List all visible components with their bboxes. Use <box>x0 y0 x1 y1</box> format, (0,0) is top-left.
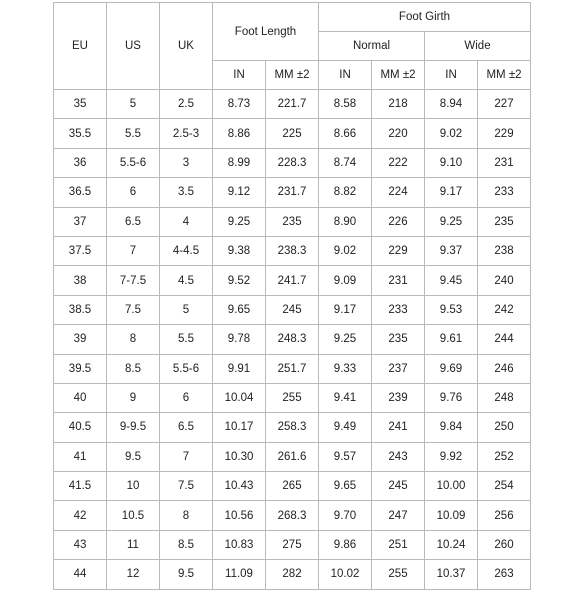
cell-normal-mm: 229 <box>372 236 425 265</box>
cell-normal-in: 8.74 <box>319 148 372 177</box>
header-foot-girth: Foot Girth <box>319 3 531 32</box>
cell-normal-in: 9.57 <box>319 442 372 471</box>
cell-wide-mm: 246 <box>478 354 531 383</box>
cell-normal-in: 9.17 <box>319 295 372 324</box>
table-row <box>54 90 531 119</box>
cell-wide-mm: 242 <box>478 295 531 324</box>
cell-normal-mm: 224 <box>372 178 425 207</box>
cell-normal-mm: 226 <box>372 207 425 236</box>
cell-us: 8 <box>107 325 160 354</box>
cell-wide-mm: 229 <box>478 119 531 148</box>
cell-wide-in: 9.84 <box>425 413 478 442</box>
cell-length-in: 10.83 <box>213 530 266 559</box>
cell-length-in: 10.04 <box>213 383 266 412</box>
cell-length-mm: 241.7 <box>266 266 319 295</box>
cell-wide-in: 9.10 <box>425 148 478 177</box>
cell-length-mm: 228.3 <box>266 148 319 177</box>
cell-uk: 8.5 <box>160 530 213 559</box>
cell-wide-in: 8.94 <box>425 90 478 119</box>
cell-eu: 37 <box>54 207 107 236</box>
cell-length-mm: 235 <box>266 207 319 236</box>
cell-eu: 39 <box>54 325 107 354</box>
cell-eu: 39.5 <box>54 354 107 383</box>
cell-wide-mm: 263 <box>478 560 531 589</box>
cell-uk: 3 <box>160 148 213 177</box>
cell-wide-in: 9.02 <box>425 119 478 148</box>
cell-length-mm: 255 <box>266 383 319 412</box>
cell-eu: 43 <box>54 530 107 559</box>
table-row <box>54 354 531 383</box>
cell-us: 9 <box>107 383 160 412</box>
cell-length-in: 9.12 <box>213 178 266 207</box>
cell-normal-mm: 241 <box>372 413 425 442</box>
cell-length-mm: 245 <box>266 295 319 324</box>
table-row <box>54 207 531 236</box>
cell-normal-in: 9.25 <box>319 325 372 354</box>
table-row <box>54 148 531 177</box>
cell-normal-in: 9.41 <box>319 383 372 412</box>
cell-length-in: 11.09 <box>213 560 266 589</box>
cell-eu: 35 <box>54 90 107 119</box>
cell-wide-in: 10.24 <box>425 530 478 559</box>
cell-wide-in: 9.45 <box>425 266 478 295</box>
table-row <box>54 530 531 559</box>
header-length-mm: MM ±2 <box>266 61 319 90</box>
cell-wide-in: 9.17 <box>425 178 478 207</box>
cell-eu: 36 <box>54 148 107 177</box>
cell-normal-mm: 239 <box>372 383 425 412</box>
cell-uk: 6.5 <box>160 413 213 442</box>
cell-length-in: 9.65 <box>213 295 266 324</box>
cell-wide-in: 10.00 <box>425 472 478 501</box>
cell-normal-mm: 235 <box>372 325 425 354</box>
cell-wide-in: 10.37 <box>425 560 478 589</box>
cell-us: 5 <box>107 90 160 119</box>
cell-normal-in: 9.86 <box>319 530 372 559</box>
cell-wide-in: 10.09 <box>425 501 478 530</box>
cell-normal-in: 9.09 <box>319 266 372 295</box>
cell-uk: 4 <box>160 207 213 236</box>
table-row <box>54 178 531 207</box>
table-row <box>54 119 531 148</box>
cell-length-mm: 238.3 <box>266 236 319 265</box>
header-normal: Normal <box>319 32 425 61</box>
cell-uk: 7.5 <box>160 472 213 501</box>
table-row <box>54 325 531 354</box>
header-us: US <box>107 3 160 90</box>
table-row <box>54 383 531 412</box>
cell-us: 8.5 <box>107 354 160 383</box>
cell-wide-mm: 233 <box>478 178 531 207</box>
cell-length-in: 10.17 <box>213 413 266 442</box>
cell-eu: 42 <box>54 501 107 530</box>
cell-length-in: 9.25 <box>213 207 266 236</box>
cell-normal-in: 8.58 <box>319 90 372 119</box>
cell-normal-in: 8.66 <box>319 119 372 148</box>
cell-uk: 2.5 <box>160 90 213 119</box>
cell-normal-in: 9.02 <box>319 236 372 265</box>
cell-wide-in: 9.53 <box>425 295 478 324</box>
size-chart-table <box>53 2 531 590</box>
cell-length-mm: 265 <box>266 472 319 501</box>
cell-eu: 36.5 <box>54 178 107 207</box>
table-row <box>54 236 531 265</box>
cell-uk: 5.5 <box>160 325 213 354</box>
cell-length-mm: 268.3 <box>266 501 319 530</box>
cell-wide-in: 9.69 <box>425 354 478 383</box>
cell-length-in: 10.43 <box>213 472 266 501</box>
cell-wide-mm: 238 <box>478 236 531 265</box>
table-row <box>54 266 531 295</box>
cell-us: 10.5 <box>107 501 160 530</box>
cell-normal-mm: 237 <box>372 354 425 383</box>
cell-length-in: 8.99 <box>213 148 266 177</box>
cell-uk: 6 <box>160 383 213 412</box>
cell-length-in: 9.38 <box>213 236 266 265</box>
cell-normal-in: 9.65 <box>319 472 372 501</box>
cell-us: 6 <box>107 178 160 207</box>
cell-us: 11 <box>107 530 160 559</box>
header-wide: Wide <box>425 32 531 61</box>
cell-us: 7-7.5 <box>107 266 160 295</box>
cell-us: 7.5 <box>107 295 160 324</box>
cell-normal-in: 8.90 <box>319 207 372 236</box>
cell-normal-mm: 251 <box>372 530 425 559</box>
cell-normal-mm: 247 <box>372 501 425 530</box>
table-row <box>54 501 531 530</box>
cell-length-mm: 248.3 <box>266 325 319 354</box>
cell-uk: 2.5-3 <box>160 119 213 148</box>
cell-normal-mm: 255 <box>372 560 425 589</box>
cell-length-mm: 221.7 <box>266 90 319 119</box>
header-wide-mm: MM ±2 <box>478 61 531 90</box>
header-wide-in: IN <box>425 61 478 90</box>
header-normal-mm: MM ±2 <box>372 61 425 90</box>
cell-eu: 38 <box>54 266 107 295</box>
cell-length-mm: 275 <box>266 530 319 559</box>
table-row <box>54 472 531 501</box>
cell-normal-in: 9.33 <box>319 354 372 383</box>
cell-wide-in: 9.61 <box>425 325 478 354</box>
cell-normal-mm: 245 <box>372 472 425 501</box>
header-foot-length: Foot Length <box>213 3 319 61</box>
header-normal-in: IN <box>319 61 372 90</box>
cell-us: 9-9.5 <box>107 413 160 442</box>
cell-uk: 4-4.5 <box>160 236 213 265</box>
cell-wide-mm: 240 <box>478 266 531 295</box>
cell-length-mm: 231.7 <box>266 178 319 207</box>
cell-eu: 41 <box>54 442 107 471</box>
cell-length-in: 9.78 <box>213 325 266 354</box>
cell-us: 7 <box>107 236 160 265</box>
cell-uk: 5 <box>160 295 213 324</box>
cell-length-in: 8.73 <box>213 90 266 119</box>
cell-normal-mm: 222 <box>372 148 425 177</box>
cell-normal-in: 9.70 <box>319 501 372 530</box>
header-eu: EU <box>54 3 107 90</box>
cell-uk: 3.5 <box>160 178 213 207</box>
table-row <box>54 560 531 589</box>
cell-wide-mm: 235 <box>478 207 531 236</box>
cell-us: 10 <box>107 472 160 501</box>
cell-us: 5.5 <box>107 119 160 148</box>
cell-eu: 35.5 <box>54 119 107 148</box>
cell-uk: 9.5 <box>160 560 213 589</box>
cell-length-mm: 282 <box>266 560 319 589</box>
cell-us: 6.5 <box>107 207 160 236</box>
cell-normal-mm: 218 <box>372 90 425 119</box>
cell-length-in: 9.91 <box>213 354 266 383</box>
cell-wide-mm: 250 <box>478 413 531 442</box>
cell-us: 12 <box>107 560 160 589</box>
cell-uk: 8 <box>160 501 213 530</box>
cell-wide-mm: 252 <box>478 442 531 471</box>
header-uk: UK <box>160 3 213 90</box>
cell-length-mm: 251.7 <box>266 354 319 383</box>
cell-normal-mm: 231 <box>372 266 425 295</box>
cell-wide-mm: 231 <box>478 148 531 177</box>
cell-wide-in: 9.92 <box>425 442 478 471</box>
cell-eu: 40 <box>54 383 107 412</box>
table-row <box>54 442 531 471</box>
cell-uk: 4.5 <box>160 266 213 295</box>
cell-wide-in: 9.76 <box>425 383 478 412</box>
cell-eu: 38.5 <box>54 295 107 324</box>
cell-wide-in: 9.37 <box>425 236 478 265</box>
cell-wide-in: 9.25 <box>425 207 478 236</box>
cell-length-in: 8.86 <box>213 119 266 148</box>
size-chart-body <box>54 90 531 590</box>
cell-length-in: 10.56 <box>213 501 266 530</box>
cell-normal-in: 8.82 <box>319 178 372 207</box>
cell-wide-mm: 254 <box>478 472 531 501</box>
cell-wide-mm: 260 <box>478 530 531 559</box>
header-length-in: IN <box>213 61 266 90</box>
cell-eu: 37.5 <box>54 236 107 265</box>
cell-normal-mm: 243 <box>372 442 425 471</box>
cell-eu: 41.5 <box>54 472 107 501</box>
cell-length-mm: 258.3 <box>266 413 319 442</box>
cell-wide-mm: 227 <box>478 90 531 119</box>
cell-length-mm: 261.6 <box>266 442 319 471</box>
cell-normal-mm: 233 <box>372 295 425 324</box>
cell-normal-in: 9.49 <box>319 413 372 442</box>
cell-length-in: 9.52 <box>213 266 266 295</box>
table-row <box>54 295 531 324</box>
table-row <box>54 413 531 442</box>
cell-wide-mm: 244 <box>478 325 531 354</box>
cell-eu: 44 <box>54 560 107 589</box>
cell-wide-mm: 248 <box>478 383 531 412</box>
cell-us: 9.5 <box>107 442 160 471</box>
cell-us: 5.5-6 <box>107 148 160 177</box>
cell-normal-in: 10.02 <box>319 560 372 589</box>
cell-normal-mm: 220 <box>372 119 425 148</box>
cell-length-in: 10.30 <box>213 442 266 471</box>
cell-wide-mm: 256 <box>478 501 531 530</box>
cell-uk: 7 <box>160 442 213 471</box>
cell-uk: 5.5-6 <box>160 354 213 383</box>
cell-eu: 40.5 <box>54 413 107 442</box>
cell-length-mm: 225 <box>266 119 319 148</box>
